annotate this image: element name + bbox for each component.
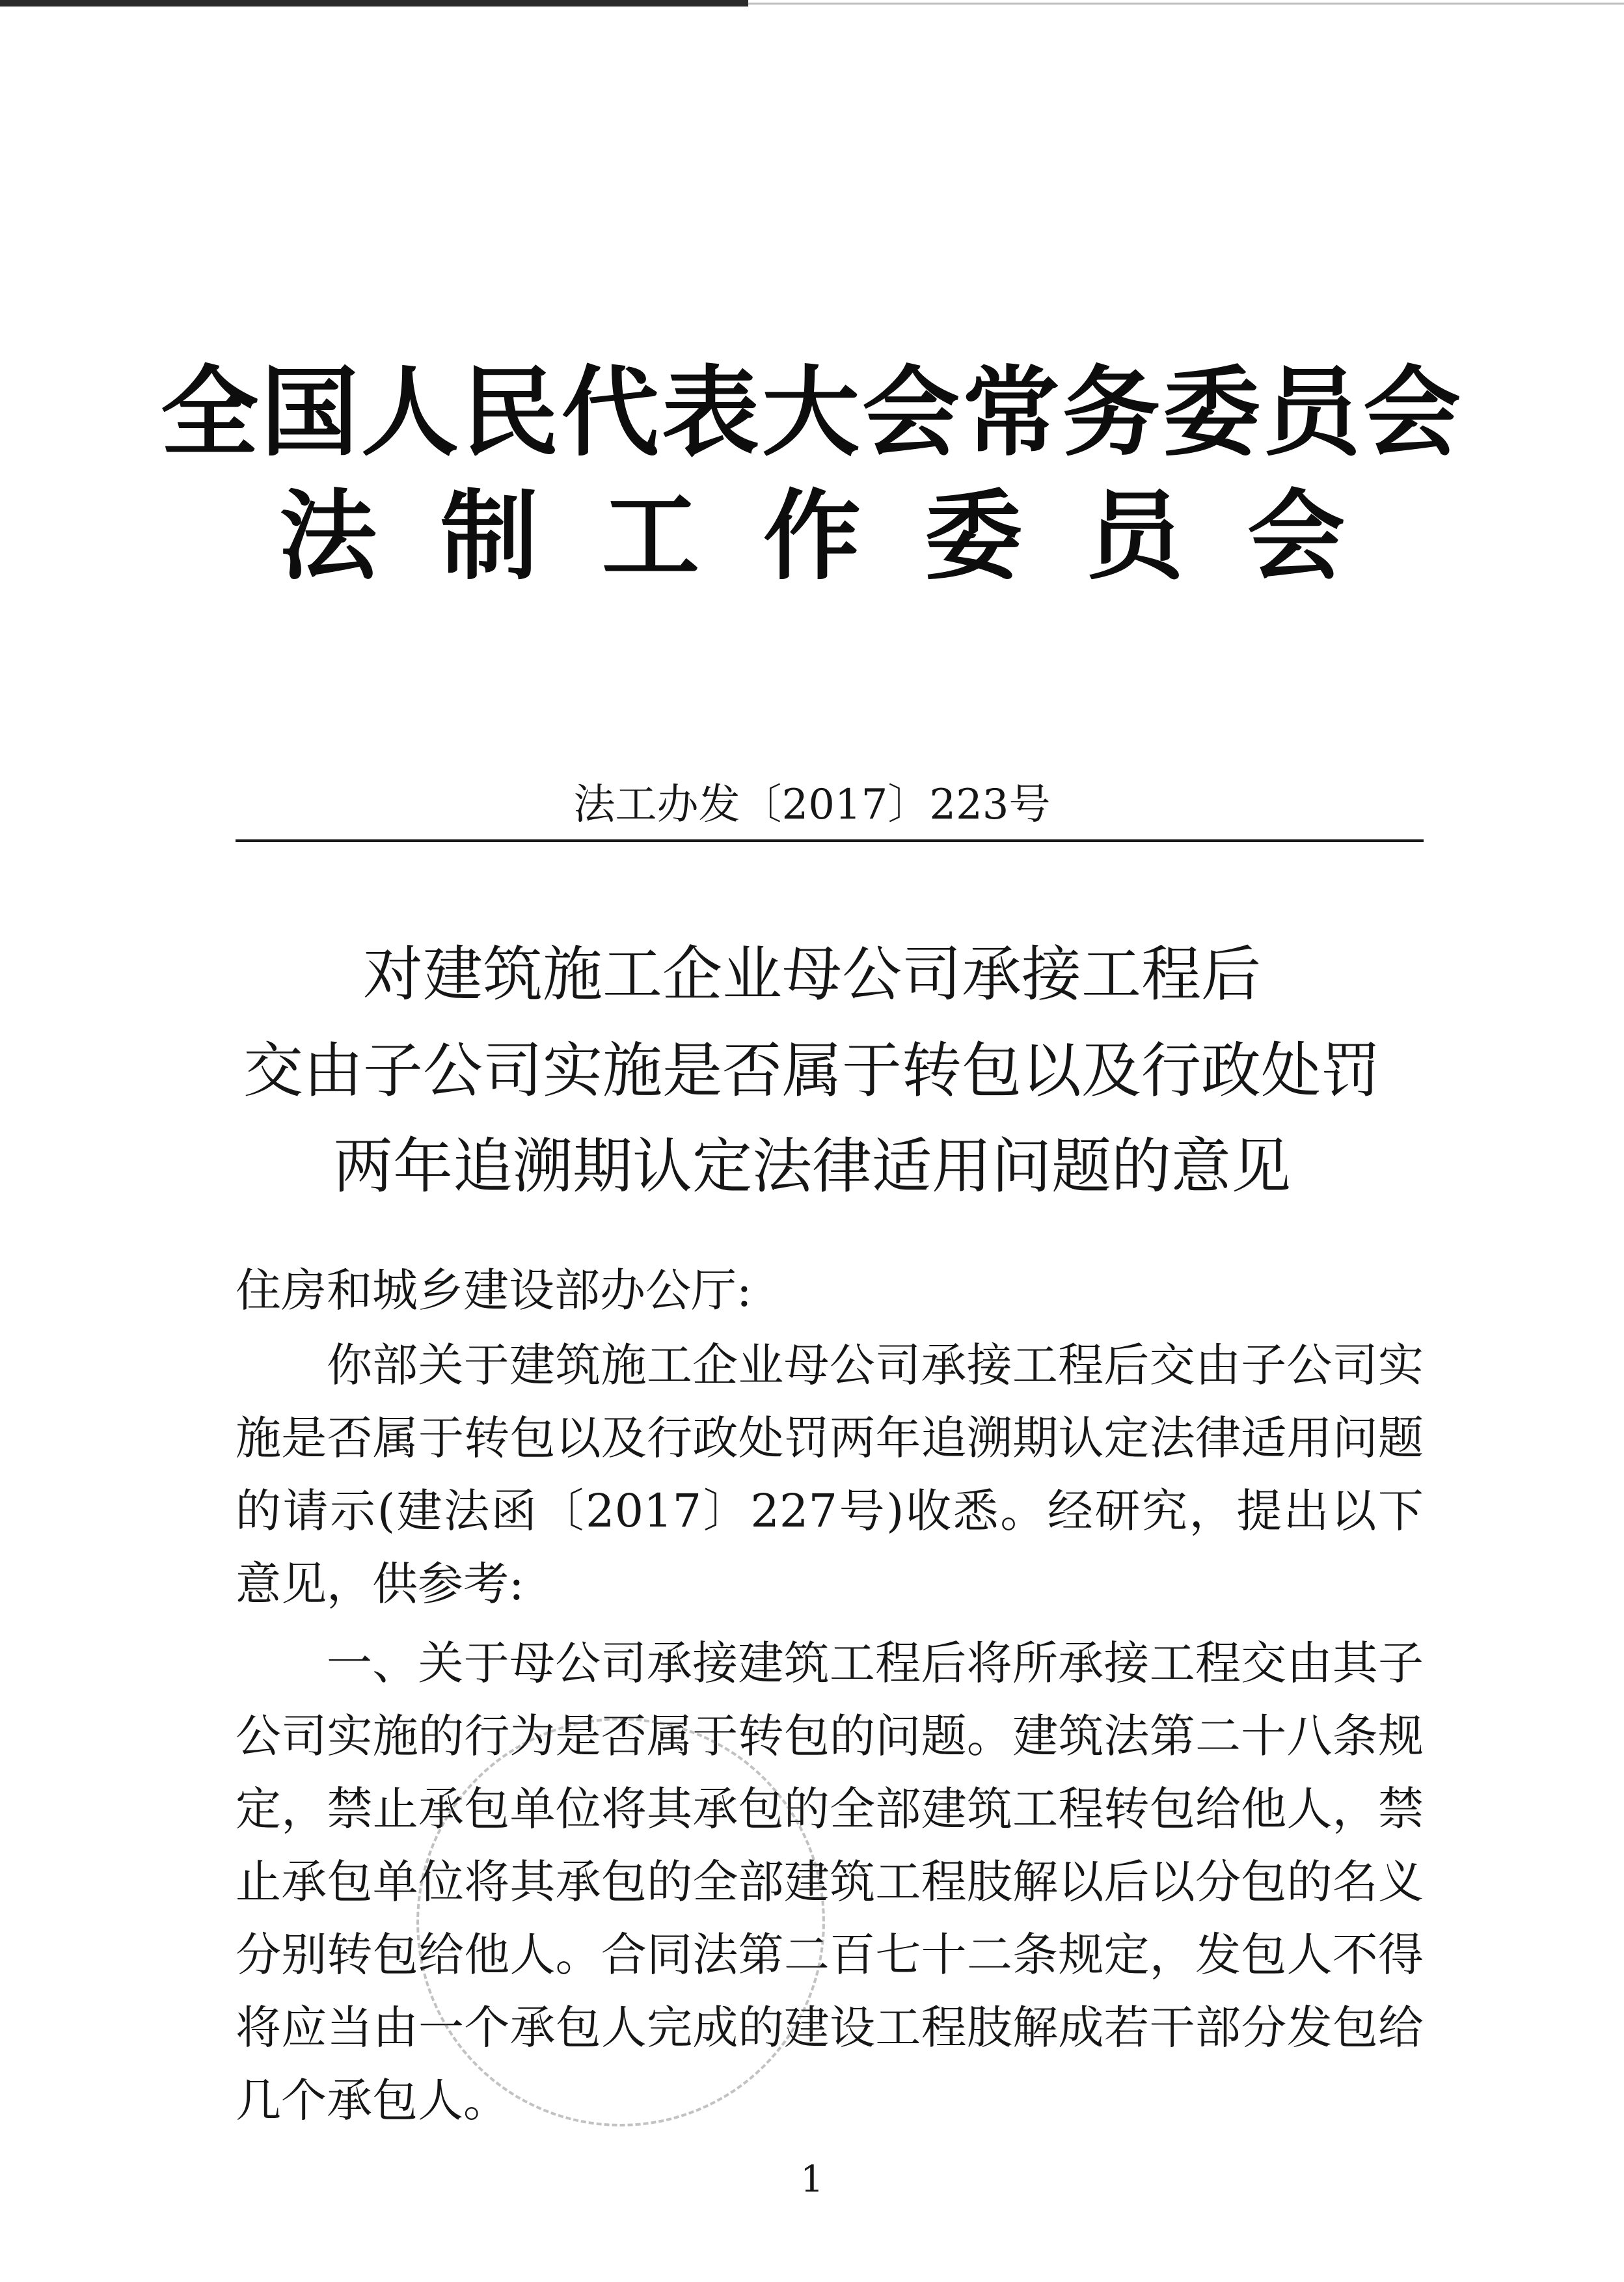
- body-paragraph-2: 一、关于母公司承接建筑工程后将所承接工程交由其子公司实施的行为是否属于转包的问题。建筑法第二十八条规定，禁止承包单位将其承包的全部建筑工程转包给他人，禁止承包单位将其承包的全部建筑工程肢解以后以分包的名义分别转包给他人。合同法第二百七十二条规定，发包人不得将应当由一个承包人完成的建设工程肢解成若干部分发包给几个承包人。: [236, 1637, 1424, 2127]
- page-number: 1: [800, 2158, 824, 2201]
- document-number: 法工办发〔2017〕223号: [573, 781, 1051, 829]
- header-divider: [236, 839, 1424, 842]
- document-title-line-3: 两年追溯期认定法律适用问题的意见: [332, 1132, 1291, 1201]
- issuer-header-line-2: 法制工作委员会: [278, 480, 1409, 593]
- issuer-header-line-1: 全国人民代表大会常务委员会: [160, 357, 1463, 470]
- document-title-line-1: 对建筑施工企业母公司承接工程后: [362, 940, 1261, 1009]
- addressee: 住房和城乡建设部办公厅:: [236, 1264, 752, 1317]
- scan-edge-line-faint: [748, 3, 1624, 5]
- body-paragraph-1: 你部关于建筑施工企业母公司承接工程后交由子公司实施是否属于转包以及行政处罚两年追溯期认定法律适用问题的请示(建法函〔2017〕227号)收悉。经研究，提出以下意见，供参考:: [236, 1338, 1424, 1610]
- document-title-line-2: 交由子公司实施是否属于转包以及行政处罚: [243, 1036, 1381, 1106]
- scan-edge-line: [0, 0, 748, 7]
- faint-seal-stamp: [416, 1718, 825, 2126]
